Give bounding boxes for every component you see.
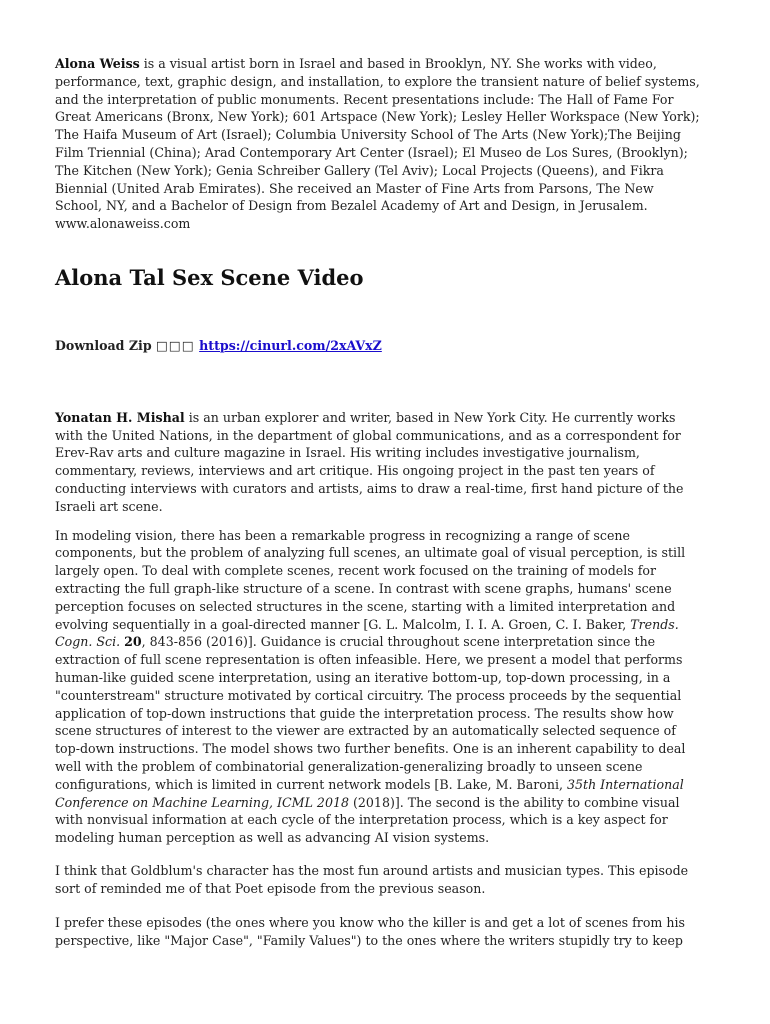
journal-volume: 20 [124,634,142,650]
vision-abstract-paragraph [55,527,700,847]
download-link[interactable]: https://cinurl.com/2xAVxZ [199,337,382,353]
bio-name: Yonatan H. Mishal [55,409,185,425]
bio-paragraph-alona-weiss [55,55,700,233]
conference-title: 35th International Conference on Machine Learning, ICML 2018 [55,776,684,810]
bio-text: is an urban explorer and writer, based in New York City. He currently works with the United Nations, in the department of global communications, and as a correspondent for Erev-Rav arts and culture magazine in Israel. His writing includes investigative journalism, commentary, reviews, interviews and art critique. His ongoing project in the past ten years of conducting interviews with curators and artists, aims to draw a real-time, first hand picture of the Israeli art scene. [55,409,684,514]
download-line [55,337,700,355]
bio-paragraph-yonatan-mishal [55,409,700,516]
journal-title: Trends. Cogn. Sci. [55,616,679,650]
comment-paragraph: I think that Goldblum's character has the most fun around artists and musician types. This episode sort of reminded me of that Poet episode from the previous season. [55,862,689,896]
abstract-text: In modeling vision, there has been a remarkable progress in recognizing a range of scene components, but the problem of analyzing full scenes, an ultimate goal of visual perception, is still largely open. To deal with complete scenes, recent work focused on the training of models for extracting the full graph-like structure of a scene. In contrast with scene graphs, humans' scene perception focuses on selected structures in the scene, starting with a limited interpretation and evolving sequentially in a goal-directed manner [G. L. Malcolm, I. I. A. Groen, C. I. Baker, [55,527,686,632]
bio-text: is a visual artist born in Israel and based in Brooklyn, NY. She works with video, performance, text, graphic design, and installation, to explore the transient nature of belief systems, and the interpretation of public monuments. Recent presentations include: The Hall of Fame For Great Americans (Bronx, New York); 601 Artspace (New York); Lesley Heller Workspace (New York); The Haifa Museum of Art (Israel); Columbia University School of The Arts (New York);The Beijing Film Triennial (China); Arad Contemporary Art Center (Israel); El Museo de Los Sures, (Brooklyn); The Kitchen (New York); Genia Schreiber Gallery (Tel Aviv); Local Projects (Queens), and Fikra Biennial (United Arab Emirates). She received an Master of Fine Arts from Parsons, The New School, NY, and a Bachelor of Design from Bezalel Academy of Art and Design, in Jerusalem. www.alonaweiss.com [55,56,700,232]
download-label: Download Zip [55,337,152,353]
bio-name: Alona Weiss [55,56,140,71]
placeholder-glyphs: □□□ [156,337,195,353]
page-title: Alona Tal Sex Scene Video [55,264,364,290]
abstract-text: (2018)]. The second is the ability to combine visual with nonvisual information at each cycle of the interpretation process, which is a key aspect for modeling human perception as well as advancing AI vision systems. [55,794,680,846]
comment-paragraph: I prefer these episodes (the ones where you know who the killer is and get a lot of scenes from his perspective, like "Major Case", "Family Values") to the ones where the writers stupidly try to keep [55,915,685,949]
abstract-text: , 843-856 (2016)]. Guidance is crucial throughout scene interpretation since the extraction of full scene representation is often infeasible. Here, we present a model that performs human-like guided scene interpretation, using an iterative bottom-up, top-down processing, in a "counterstream" structure motivated by cortical circuitry. The process proceeds by the sequential application of top-down instructions that guide the interpretation process. The results show how scene structures of interest to the viewer are extracted by an automatically selected sequence of top-down instructions. The model shows two further benefits. One is an inherent capability to deal well with the problem of combinatorial generalization-generalizing broadly to unseen scene configurations, which is limited in current network models [B. Lake, M. Baroni, [55,634,686,792]
